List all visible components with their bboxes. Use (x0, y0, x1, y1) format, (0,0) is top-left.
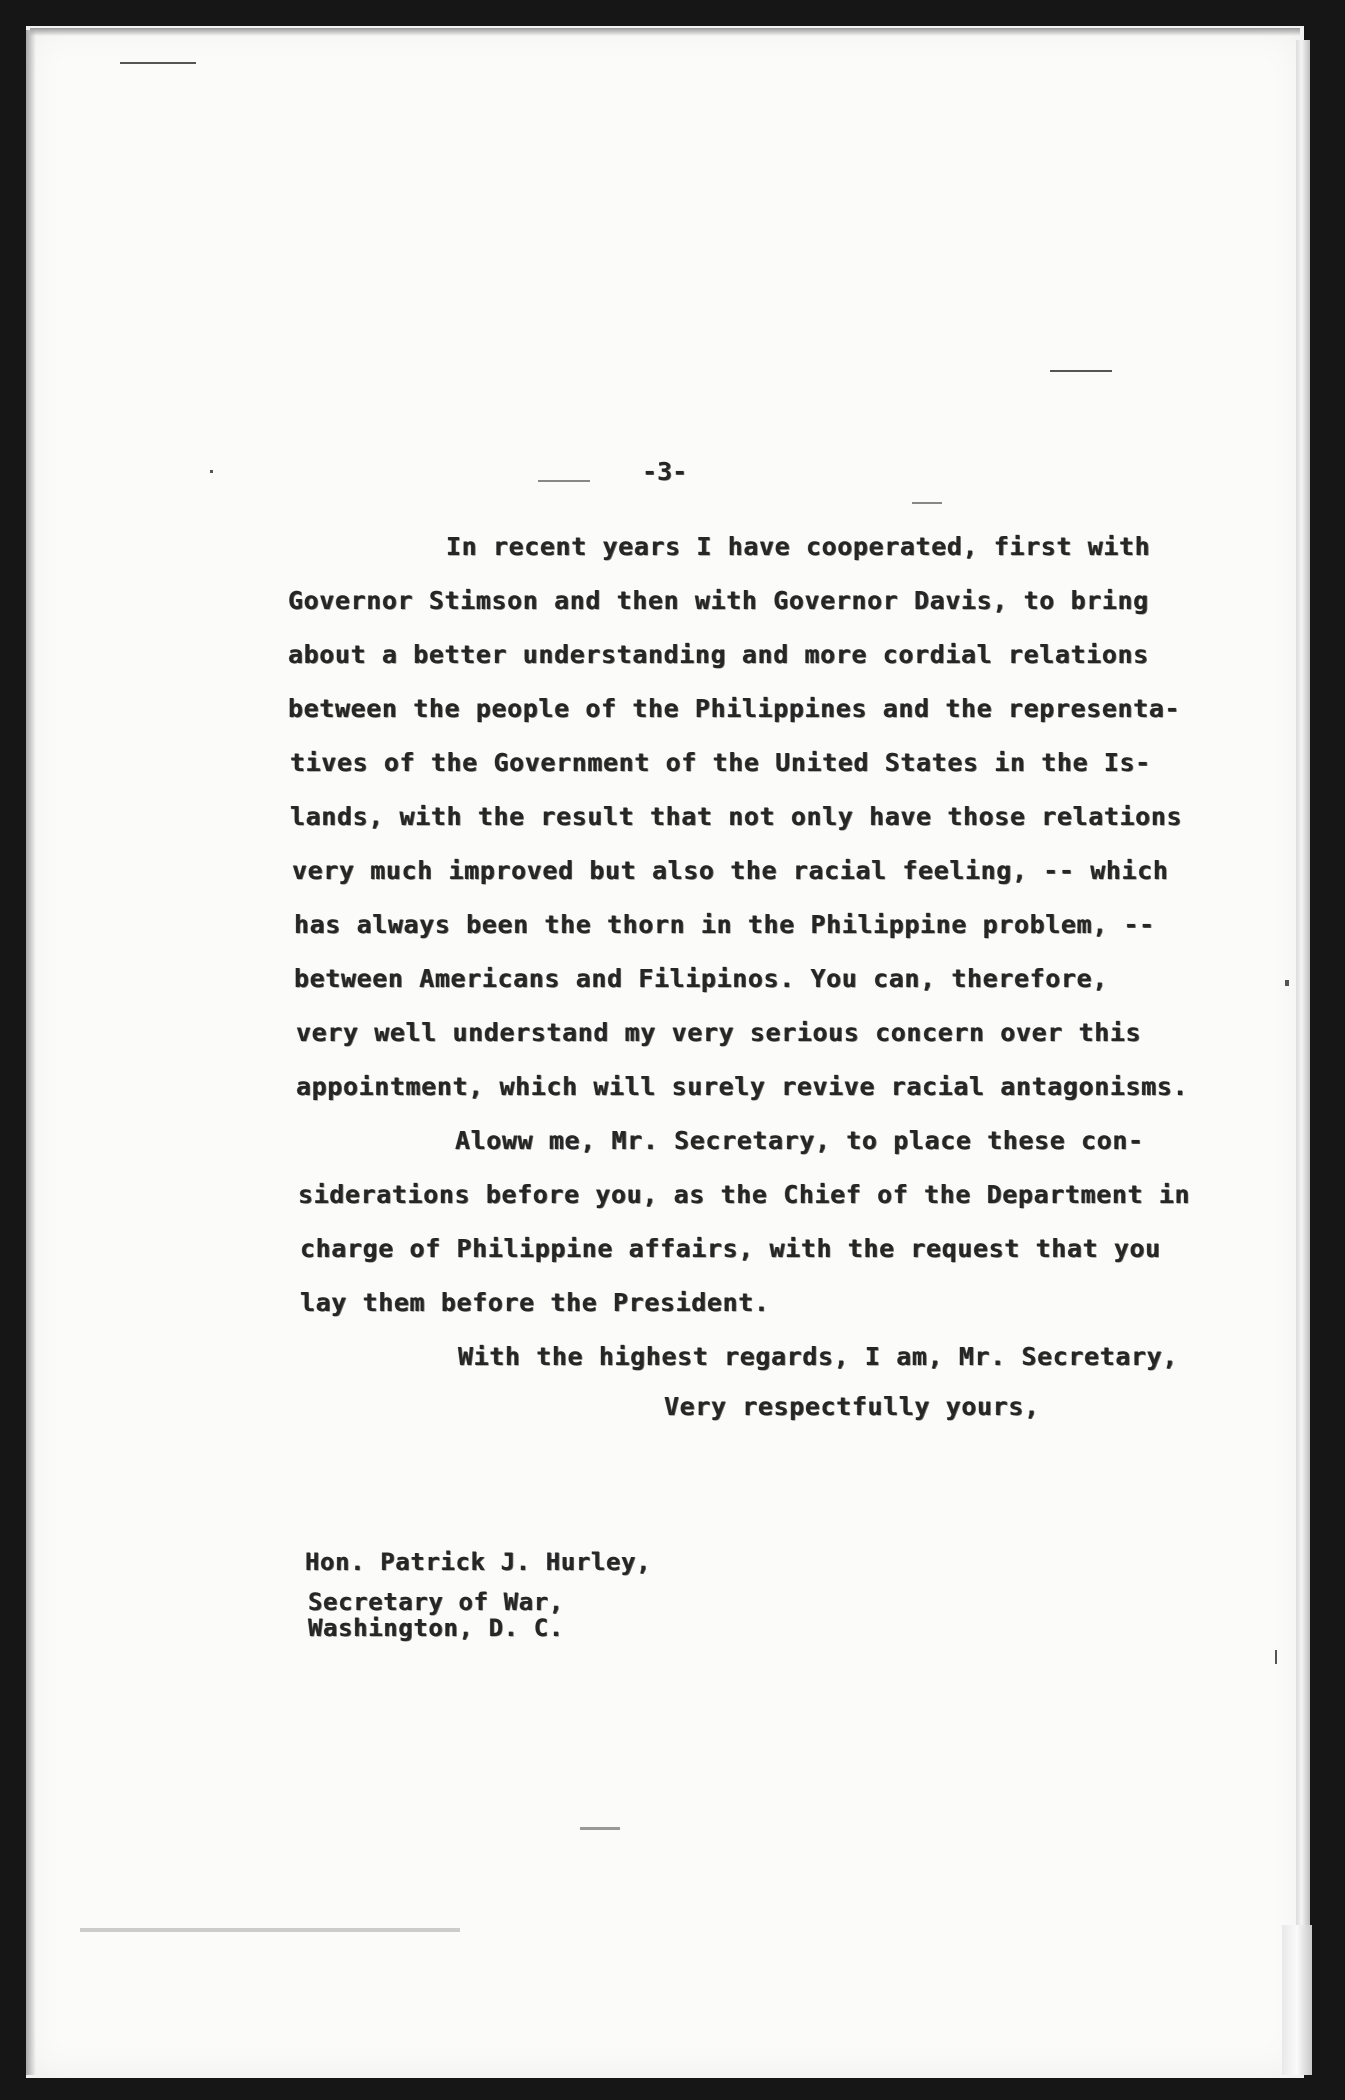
addressee-line: Secretary of War, (308, 1588, 564, 1616)
body-line: very well understand my very serious concern over this (296, 1018, 1142, 1047)
body-line: charge of Philippine affairs, with the request that you (300, 1234, 1161, 1263)
body-line: between the people of the Philippines and the representa- (288, 694, 1181, 723)
page-number: -3- (642, 457, 688, 486)
page-right-edge-lower (1282, 1925, 1312, 2075)
body-line: between Americans and Filipinos. You can, therefore, (294, 964, 1108, 993)
body-line: tives of the Government of the United States in the Is- (290, 748, 1151, 777)
page-top-shadow (30, 28, 1300, 36)
body-line: In recent years I have cooperated, first with (446, 532, 1151, 561)
stray-mark (1275, 1650, 1277, 1664)
stray-mark (912, 502, 942, 504)
addressee-line: Hon. Patrick J. Hurley, (305, 1548, 652, 1576)
stray-mark (580, 1827, 620, 1830)
stray-mark (210, 470, 213, 473)
stray-mark (120, 62, 196, 64)
body-line: lands, with the result that not only have those relations (290, 802, 1183, 831)
stray-mark (80, 1928, 460, 1932)
addressee-line: Washington, D. C. (308, 1614, 564, 1642)
body-line: Governor Stimson and then with Governor Davis, to bring (288, 586, 1149, 615)
stray-mark (1285, 980, 1289, 986)
body-line: appointment, which will surely revive racial antagonisms. (296, 1072, 1189, 1101)
body-line: lay them before the President. (300, 1288, 770, 1317)
page-left-shadow (26, 30, 36, 2075)
stray-mark (1050, 370, 1112, 372)
stray-mark (538, 480, 590, 482)
body-line: Aloww me, Mr. Secretary, to place these con- (455, 1126, 1144, 1155)
body-line: has always been the thorn in the Philippine problem, -- (294, 910, 1155, 939)
body-line: siderations before you, as the Chief of the Department in (298, 1180, 1191, 1209)
page-right-edge (1296, 40, 1310, 1930)
body-line: very much improved but also the racial feeling, -- which (292, 856, 1169, 885)
valediction: Very respectfully yours, (664, 1392, 1040, 1421)
document-page (26, 26, 1304, 2078)
body-line: about a better understanding and more cordial relations (288, 640, 1149, 669)
closing-line: With the highest regards, I am, Mr. Secretary, (458, 1342, 1178, 1371)
